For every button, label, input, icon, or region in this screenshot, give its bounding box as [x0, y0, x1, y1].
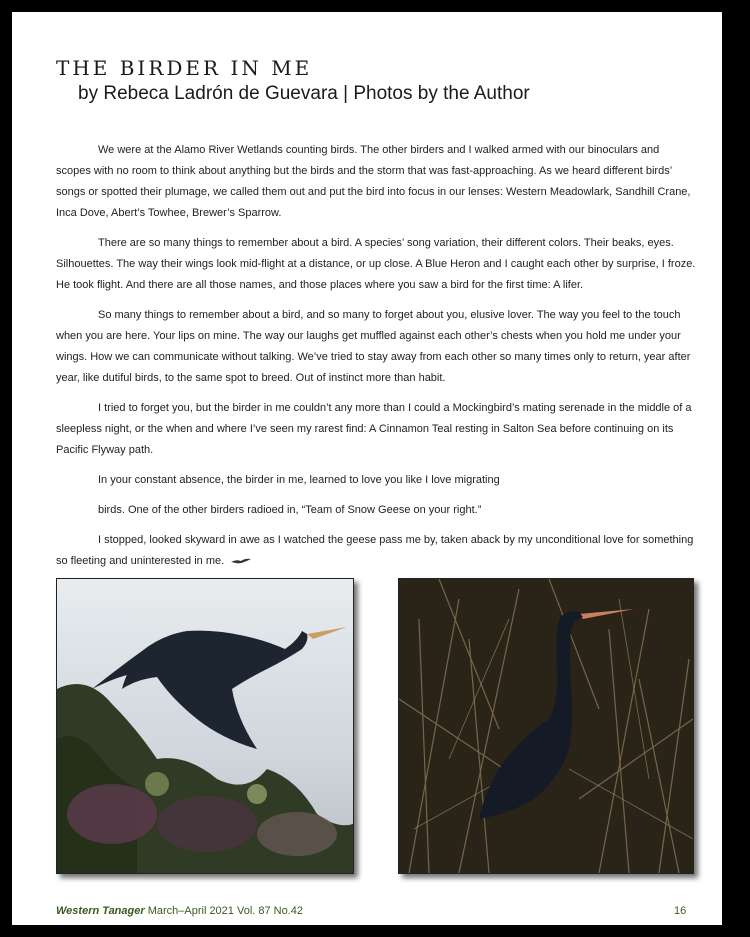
paragraph: I stopped, looked skyward in awe as I watched the geese pass me by, taken aback by my unconditional love for something so fleeting and uninterested in me. — [56, 534, 694, 567]
footer-citation — [56, 905, 303, 917]
small-bird-icon — [230, 557, 252, 565]
paragraph: birds. One of the other birders radioed in, “Team of Snow Geese on your right.” — [98, 504, 482, 516]
paragraph: There are so many things to remember about a bird. A species’ song variation, their different colors. Their beaks, eyes. Silhouettes. The way their wings look mid-flight at a distance, or up close. A Blue Heron and I caught each other by surprise, I froze. He took flight. And there are all those names, and those places where you saw a bird for the first time: A lifer. — [56, 237, 696, 291]
article-body — [56, 140, 696, 581]
page-number: 16 — [674, 905, 687, 917]
paragraph: In your constant absence, the birder in me, learned to love you like I love migrating — [98, 474, 500, 486]
paragraph-last — [56, 530, 696, 572]
heron-standing-photo — [398, 578, 694, 874]
heron-flight-photo — [56, 578, 354, 874]
paragraph: I tried to forget you, but the birder in me couldn’t any more than I could a Mockingbird’s mating serenade in the middle of a sleepless night, or the when and where I’ve seen my rarest find: A Cinnamon Teal resting in Salton Sea before continuing on its Pacific Flyway path. — [56, 402, 692, 456]
paragraph: We were at the Alamo River Wetlands counting birds. The other birders and I walked armed with our binoculars and scopes with no room to think about anything but the birds and the storm that was fast-approaching. As we heard different birds’ songs or spotted their plumage, we called them out and put the bird into focus in our lenses: Western Meadowlark, Sandhill Crane, Inca Dove, Abert’s Towhee, Brewer’s Sparrow. — [56, 144, 691, 219]
issue-info: March–April 2021 Vol. 87 No.42 — [147, 905, 304, 917]
magazine-name: Western Tanager — [56, 905, 145, 917]
article-title: THE BIRDER IN ME — [56, 56, 313, 80]
article-byline: by Rebeca Ladrón de Guevara | Photos by the Author — [78, 83, 530, 104]
magazine-page — [12, 12, 722, 925]
paragraph: So many things to remember about a bird, and so many to forget about you, elusive lover. The way you feel to the touch when you are here. Your lips on mine. The way our laughs get muffled against each other’s chests when you hold me under your wings. How we can communicate without talking. We’ve tried to stay away from each other so many times only to return, year after year, like dutiful birds, to the same spot to breed. Out of instinct more than habit. — [56, 309, 691, 384]
